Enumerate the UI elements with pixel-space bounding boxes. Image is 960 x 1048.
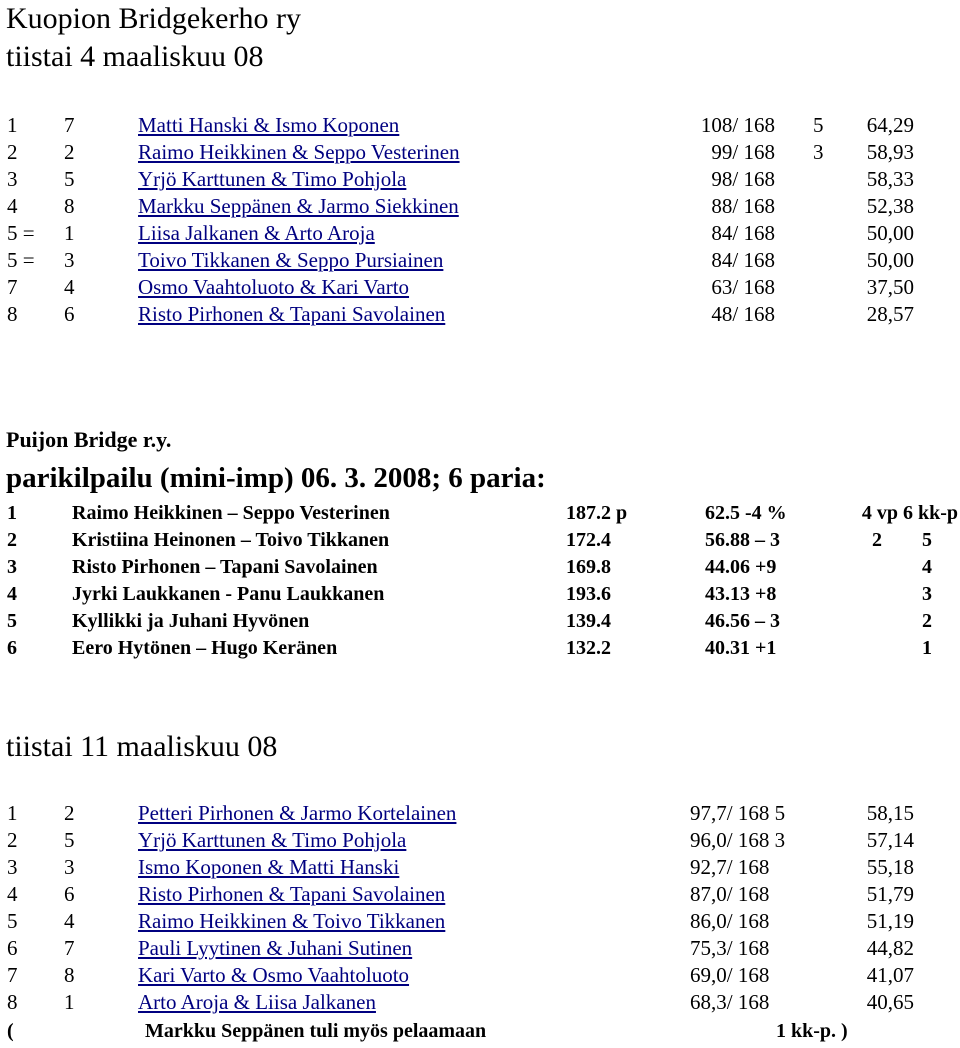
row-pos: 6 bbox=[7, 936, 18, 960]
date-heading-2: tiistai 11 maaliskuu 08 bbox=[6, 730, 278, 763]
row-pair: 6 bbox=[64, 882, 75, 906]
row-pos: 4 bbox=[7, 882, 18, 906]
row-pair: 5 bbox=[64, 828, 75, 852]
row-pair: 4 bbox=[64, 275, 75, 299]
row-pct: 64,29 bbox=[866, 113, 914, 137]
pair-link[interactable]: Matti Hanski & Ismo Koponen bbox=[138, 113, 400, 137]
pair-link[interactable]: Petteri Pirhonen & Jarmo Kortelainen bbox=[138, 801, 457, 825]
row-pair: 1 bbox=[64, 221, 75, 245]
row-names: Eero Hytönen – Hugo Keränen bbox=[72, 637, 338, 659]
row-pos: 2 bbox=[7, 828, 18, 852]
row-pct: 40,65 bbox=[866, 990, 914, 1014]
footnote-open-paren: ( bbox=[7, 1020, 14, 1042]
row-score: 169.8 bbox=[566, 556, 611, 578]
row-score: 92,7/ 168 bbox=[690, 855, 770, 879]
row-pos: 6 bbox=[7, 637, 17, 659]
row-score: 96,0/ 168 3 bbox=[690, 828, 786, 852]
row-score: 88/ 168 bbox=[711, 194, 775, 218]
row-diff: 46.56 – 3 bbox=[705, 610, 780, 632]
row-pos: 5 = bbox=[7, 221, 35, 245]
row-extra: 5 bbox=[813, 113, 824, 137]
row-pct: 37,50 bbox=[866, 275, 914, 299]
row-score: 84/ 168 bbox=[711, 221, 775, 245]
row-pair: 8 bbox=[64, 963, 75, 987]
row-points: 1 bbox=[922, 637, 932, 659]
row-points: 4 vp 6 kk-p bbox=[861, 502, 958, 524]
pair-link[interactable]: Risto Pirhonen & Tapani Savolainen bbox=[138, 302, 446, 326]
row-pct: 51,19 bbox=[866, 909, 914, 933]
row-names: Kristiina Heinonen – Toivo Tikkanen bbox=[72, 529, 390, 551]
row-diff: 40.31 +1 bbox=[705, 637, 777, 659]
row-score: 87,0/ 168 bbox=[690, 882, 770, 906]
row-score: 139.4 bbox=[566, 610, 611, 632]
row-pair: 1 bbox=[64, 990, 75, 1014]
competition-title: parikilpailu (mini-imp) 06. 3. 2008; 6 paria: bbox=[6, 462, 546, 494]
pair-link[interactable]: Risto Pirhonen & Tapani Savolainen bbox=[138, 882, 446, 906]
pair-link[interactable]: Markku Seppänen & Jarmo Siekkinen bbox=[138, 194, 459, 218]
row-pct: 55,18 bbox=[866, 855, 914, 879]
pair-link[interactable]: Ismo Koponen & Matti Hanski bbox=[138, 855, 400, 879]
row-pos: 7 bbox=[7, 963, 18, 987]
row-pair: 6 bbox=[64, 302, 75, 326]
row-pos: 8 bbox=[7, 990, 18, 1014]
row-pos: 3 bbox=[7, 556, 17, 578]
row-pair: 3 bbox=[64, 855, 75, 879]
row-pos: 1 bbox=[7, 801, 18, 825]
row-pct: 58,15 bbox=[866, 801, 914, 825]
row-pos: 4 bbox=[7, 194, 18, 218]
row-pos: 1 bbox=[7, 502, 17, 524]
pair-link[interactable]: Arto Aroja & Liisa Jalkanen bbox=[138, 990, 376, 1014]
row-score: 75,3/ 168 bbox=[690, 936, 770, 960]
row-points: 2 5 bbox=[872, 529, 932, 551]
row-pct: 41,07 bbox=[866, 963, 914, 987]
footnote-text: Markku Seppänen tuli myös pelaamaan bbox=[145, 1020, 487, 1042]
row-pct: 50,00 bbox=[866, 248, 914, 272]
pair-link[interactable]: Toivo Tikkanen & Seppo Pursiainen bbox=[138, 248, 444, 272]
date-heading-1: tiistai 4 maaliskuu 08 bbox=[6, 40, 264, 73]
row-pos: 2 bbox=[7, 140, 18, 164]
row-names: Raimo Heikkinen – Seppo Vesterinen bbox=[72, 502, 390, 524]
row-pair: 3 bbox=[64, 248, 75, 272]
row-pair: 5 bbox=[64, 167, 75, 191]
row-score: 97,7/ 168 5 bbox=[690, 801, 786, 825]
row-score: 84/ 168 bbox=[711, 248, 775, 272]
row-pair: 2 bbox=[64, 140, 75, 164]
row-score: 187.2 p bbox=[566, 502, 628, 524]
row-diff: 44.06 +9 bbox=[705, 556, 777, 578]
row-score: 132.2 bbox=[566, 637, 611, 659]
row-score: 98/ 168 bbox=[711, 167, 775, 191]
row-pos: 5 bbox=[7, 909, 18, 933]
row-pos: 1 bbox=[7, 113, 18, 137]
row-names: Jyrki Laukkanen - Panu Laukkanen bbox=[72, 583, 385, 605]
row-points: 2 bbox=[922, 610, 932, 632]
row-score: 69,0/ 168 bbox=[690, 963, 770, 987]
row-score: 108/ 168 bbox=[700, 113, 775, 137]
row-points: 3 bbox=[922, 583, 932, 605]
row-pos: 5 = bbox=[7, 248, 35, 272]
row-pos: 3 bbox=[7, 167, 18, 191]
row-extra: 3 bbox=[813, 140, 824, 164]
row-pair: 7 bbox=[64, 113, 75, 137]
pair-link[interactable]: Pauli Lyytinen & Juhani Sutinen bbox=[138, 936, 413, 960]
row-diff: 56.88 – 3 bbox=[705, 529, 780, 551]
row-pair: 8 bbox=[64, 194, 75, 218]
pair-link[interactable]: Liisa Jalkanen & Arto Aroja bbox=[138, 221, 375, 245]
row-pct: 57,14 bbox=[866, 828, 914, 852]
pair-link[interactable]: Kari Varto & Osmo Vaahtoluoto bbox=[138, 963, 410, 987]
row-score: 63/ 168 bbox=[711, 275, 775, 299]
row-pos: 7 bbox=[7, 275, 18, 299]
row-score: 48/ 168 bbox=[711, 302, 775, 326]
row-pct: 58,93 bbox=[866, 140, 914, 164]
row-pair: 2 bbox=[64, 801, 75, 825]
row-score: 172.4 bbox=[566, 529, 611, 551]
pair-link[interactable]: Yrjö Karttunen & Timo Pohjola bbox=[138, 167, 407, 191]
footnote-kkp: 1 kk-p. ) bbox=[776, 1020, 848, 1042]
row-pct: 52,38 bbox=[866, 194, 914, 218]
row-pos: 5 bbox=[7, 610, 17, 632]
puijon-title: Puijon Bridge r.y. bbox=[6, 427, 172, 452]
row-score: 99/ 168 bbox=[711, 140, 775, 164]
row-names: Risto Pirhonen – Tapani Savolainen bbox=[72, 556, 378, 578]
pair-link[interactable]: Osmo Vaahtoluoto & Kari Varto bbox=[138, 275, 410, 299]
row-score: 193.6 bbox=[566, 583, 611, 605]
row-pair: 4 bbox=[64, 909, 75, 933]
row-diff: 43.13 +8 bbox=[705, 583, 777, 605]
row-pct: 44,82 bbox=[866, 936, 914, 960]
row-pct: 58,33 bbox=[866, 167, 914, 191]
row-pct: 28,57 bbox=[866, 302, 914, 326]
row-pos: 3 bbox=[7, 855, 18, 879]
club-title: Kuopion Bridgekerho ry bbox=[6, 2, 301, 35]
pair-link[interactable]: Raimo Heikkinen & Seppo Vesterinen bbox=[138, 140, 460, 164]
row-pair: 7 bbox=[64, 936, 75, 960]
row-pos: 4 bbox=[7, 583, 17, 605]
pair-link[interactable]: Raimo Heikkinen & Toivo Tikkanen bbox=[138, 909, 446, 933]
row-score: 86,0/ 168 bbox=[690, 909, 770, 933]
row-names: Kyllikki ja Juhani Hyvönen bbox=[72, 610, 310, 632]
row-score: 68,3/ 168 bbox=[690, 990, 770, 1014]
row-pos: 2 bbox=[7, 529, 17, 551]
row-diff: 62.5 -4 % bbox=[705, 502, 787, 524]
row-pct: 51,79 bbox=[866, 882, 914, 906]
row-points: 4 bbox=[922, 556, 932, 578]
row-pos: 8 bbox=[7, 302, 18, 326]
pair-link[interactable]: Yrjö Karttunen & Timo Pohjola bbox=[138, 828, 407, 852]
row-pct: 50,00 bbox=[866, 221, 914, 245]
